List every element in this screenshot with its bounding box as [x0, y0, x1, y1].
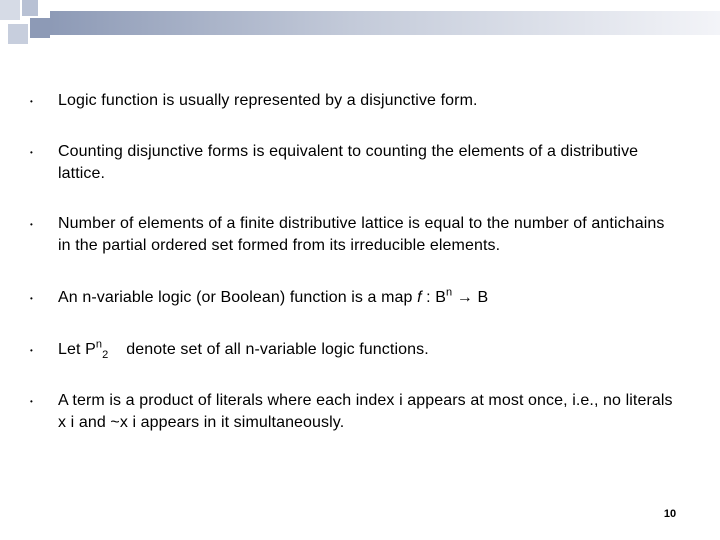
text-suffix: denote set of all n-variable logic functions. — [126, 341, 429, 358]
text-prefix: An n-variable logic (or Boolean) function is a map — [58, 289, 418, 306]
subscript: 2 — [102, 349, 109, 362]
function-symbol: f — [417, 289, 422, 306]
bullet-text: A term is a product of literals where each index i appears at most once, i.e., no literals x i and ~x i appears in it simultaneously. — [58, 392, 673, 431]
bullet-marker: • — [30, 397, 33, 406]
exponent: n — [446, 286, 453, 299]
bullet-marker: • — [30, 220, 33, 229]
bullet-marker: • — [30, 294, 33, 303]
bullet-marker: • — [30, 148, 33, 157]
superscript: n — [95, 338, 103, 351]
bullet-text — [58, 339, 678, 361]
page-number: 10 — [663, 508, 677, 520]
bullet-marker: • — [30, 97, 33, 106]
domain-text: : B — [421, 289, 447, 306]
bullet-text: Counting disjunctive forms is equivalent to counting the elements of a distributive lattice. — [58, 143, 639, 182]
codomain-text: → B — [452, 289, 489, 306]
bullet-marker: • — [30, 346, 33, 355]
bullet-text — [58, 287, 678, 309]
text-prefix: Let P — [58, 341, 96, 358]
bullet-text: Logic function is usually represented by a disjunctive form. — [58, 92, 478, 109]
bullet-text: Number of elements of a finite distributive lattice is equal to the number of antichains in the partial ordered set formed from its irreducible elements. — [58, 215, 665, 254]
